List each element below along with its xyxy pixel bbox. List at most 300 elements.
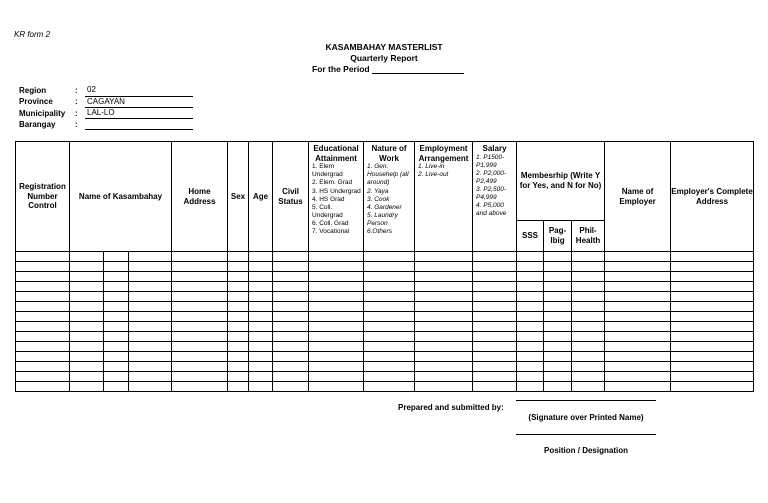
table-cell[interactable] [364,312,415,322]
table-cell[interactable] [16,262,70,272]
table-cell[interactable] [364,302,415,312]
signature-line[interactable] [516,400,656,401]
table-cell[interactable] [129,332,172,342]
table-cell[interactable] [273,372,309,382]
table-cell[interactable] [228,322,249,332]
col-employment-arrangement [415,142,473,252]
table-cell[interactable] [172,312,228,322]
table-cell[interactable] [228,312,249,322]
table-cell[interactable] [16,282,70,292]
table-cell[interactable] [249,372,273,382]
position-line[interactable] [516,434,656,435]
info-value[interactable] [85,119,193,130]
table-cell[interactable] [228,302,249,312]
table-cell[interactable] [70,252,104,262]
table-cell[interactable] [129,312,172,322]
table-cell[interactable] [517,322,544,332]
table-cell[interactable] [473,262,517,272]
table-cell[interactable] [16,342,70,352]
table-cell[interactable] [572,352,605,362]
table-cell[interactable] [517,342,544,352]
col-arrangement-heading: Employment Arrangement [418,144,469,163]
table-cell[interactable] [129,362,172,372]
table-cell[interactable] [249,382,273,392]
table-cell[interactable] [544,362,572,372]
info-value[interactable]: LAL-LO [85,108,193,119]
table-cell[interactable] [70,322,104,332]
table-row [16,252,754,262]
table-cell[interactable] [517,372,544,382]
table-cell[interactable] [517,272,544,282]
work-option: 5. Laundry Person [367,211,398,228]
table-cell[interactable] [172,332,228,342]
info-colon: : [75,109,78,118]
table-cell[interactable] [517,292,544,302]
prepared-by-label: Prepared and submitted by: [398,403,504,412]
table-cell[interactable] [364,252,415,262]
table-cell[interactable] [473,252,517,262]
table-cell[interactable] [415,362,473,372]
table-cell[interactable] [671,332,754,342]
table-cell[interactable] [104,342,129,352]
table-cell[interactable] [249,352,273,362]
table-cell[interactable] [671,362,754,372]
table-cell[interactable] [572,362,605,372]
table-cell[interactable] [364,272,415,282]
table-cell[interactable] [517,262,544,272]
table-cell[interactable] [544,352,572,362]
table-cell[interactable] [473,322,517,332]
table-cell[interactable] [415,322,473,332]
table-cell[interactable] [273,252,309,262]
table-cell[interactable] [473,382,517,392]
table-cell[interactable] [544,322,572,332]
table-cell[interactable] [517,252,544,262]
table-cell[interactable] [517,352,544,362]
col-nature-of-work [364,142,415,252]
table-row [16,312,754,322]
table-cell[interactable] [249,252,273,262]
table-cell[interactable] [273,352,309,362]
table-cell[interactable] [249,322,273,332]
table-cell[interactable] [473,302,517,312]
table-cell[interactable] [544,302,572,312]
table-cell[interactable] [228,382,249,392]
table-cell[interactable] [544,252,572,262]
table-cell[interactable] [104,322,129,332]
table-cell[interactable] [16,322,70,332]
table-cell[interactable] [473,282,517,292]
table-cell[interactable] [309,252,364,262]
table-cell[interactable] [249,332,273,342]
table-cell[interactable] [415,332,473,342]
table-cell[interactable] [415,272,473,282]
table-cell[interactable] [70,382,104,392]
document-title: KASAMBAHAY MASTERLIST [325,42,443,52]
table-row [16,372,754,382]
table-cell[interactable] [104,382,129,392]
info-label: Municipality [19,109,66,118]
table-cell[interactable] [364,282,415,292]
table-cell[interactable] [544,372,572,382]
table-cell[interactable] [70,312,104,322]
table-cell[interactable] [309,282,364,292]
table-cell[interactable] [517,282,544,292]
table-cell[interactable] [273,302,309,312]
col-employer-name: Name of Employer [605,142,671,252]
info-label: Region [19,86,47,95]
table-cell[interactable] [249,272,273,282]
table-cell[interactable] [572,342,605,352]
table-cell[interactable] [572,322,605,332]
table-cell[interactable] [572,282,605,292]
table-cell[interactable] [572,302,605,312]
table-cell[interactable] [605,322,671,332]
table-cell[interactable] [605,282,671,292]
table-cell[interactable] [473,272,517,282]
table-cell[interactable] [104,312,129,322]
table-cell[interactable] [605,382,671,392]
table-cell[interactable] [16,372,70,382]
table-cell[interactable] [172,272,228,282]
table-row [16,322,754,332]
table-cell[interactable] [273,342,309,352]
table-cell[interactable] [415,282,473,292]
table-cell[interactable] [605,352,671,362]
table-cell[interactable] [228,262,249,272]
table-cell[interactable] [671,382,754,392]
table-cell[interactable] [249,262,273,272]
table-cell[interactable] [605,312,671,322]
table-cell[interactable] [129,302,172,312]
table-cell[interactable] [364,352,415,362]
table-cell[interactable] [129,372,172,382]
table-row [16,332,754,342]
work-option: 4. Gardener [367,203,402,211]
table-cell[interactable] [228,332,249,342]
table-cell[interactable] [415,262,473,272]
table-cell[interactable] [70,372,104,382]
table-cell[interactable] [415,312,473,322]
col-philhealth: Phil-Health [572,221,605,252]
table-cell[interactable] [544,282,572,292]
table-cell[interactable] [104,262,129,272]
table-cell[interactable] [415,372,473,382]
table-cell[interactable] [104,352,129,362]
work-option: 3. Cook [367,195,390,203]
table-cell[interactable] [572,372,605,382]
table-row [16,302,754,312]
table-cell[interactable] [104,292,129,302]
table-cell[interactable] [517,302,544,312]
table-row [16,272,754,282]
col-reg-no: Registration Number Control [16,142,70,252]
col-work-heading: Nature of Work [371,144,407,163]
table-cell[interactable] [249,312,273,322]
table-cell[interactable] [70,352,104,362]
table-cell[interactable] [104,252,129,262]
table-cell[interactable] [605,362,671,372]
table-cell[interactable] [364,382,415,392]
table-cell[interactable] [70,282,104,292]
table-cell[interactable] [16,302,70,312]
table-cell[interactable] [309,262,364,272]
col-salary [473,142,517,252]
table-cell[interactable] [544,342,572,352]
table-cell[interactable] [544,382,572,392]
table-cell[interactable] [249,282,273,292]
table-cell[interactable] [605,302,671,312]
table-cell[interactable] [671,352,754,362]
table-cell[interactable] [473,352,517,362]
table-cell[interactable] [364,292,415,302]
table-cell[interactable] [129,262,172,272]
table-cell[interactable] [129,382,172,392]
table-cell[interactable] [16,352,70,362]
table-cell[interactable] [309,362,364,372]
table-cell[interactable] [273,272,309,282]
table-cell[interactable] [16,252,70,262]
education-option: 2. Elem. Grad [312,179,353,187]
table-cell[interactable] [273,332,309,342]
table-cell[interactable] [273,262,309,272]
table-cell[interactable] [544,312,572,322]
table-cell[interactable] [605,252,671,262]
table-cell[interactable] [70,362,104,372]
table-cell[interactable] [172,262,228,272]
table-cell[interactable] [572,262,605,272]
table-cell[interactable] [228,282,249,292]
table-cell[interactable] [172,352,228,362]
table-cell[interactable] [70,302,104,312]
table-cell[interactable] [172,292,228,302]
table-cell[interactable] [671,292,754,302]
position-label: Position / Designation [543,446,628,455]
table-cell[interactable] [249,302,273,312]
table-cell[interactable] [16,312,70,322]
table-cell[interactable] [364,372,415,382]
table-cell[interactable] [605,332,671,342]
period-label: For the Period [312,64,370,74]
table-cell[interactable] [473,312,517,322]
table-cell[interactable] [671,262,754,272]
col-education-heading: Educational Attainment [313,144,359,163]
col-sex: Sex [228,142,249,252]
table-cell[interactable] [605,372,671,382]
table-cell[interactable] [309,332,364,342]
table-cell[interactable] [249,362,273,372]
col-membership: Membesrhip (Write Y for Yes, and N for No) [517,142,605,221]
education-option: 3. HS Undergrad [312,187,361,195]
table-row [16,382,754,392]
table-cell[interactable] [309,312,364,322]
table-cell[interactable] [273,382,309,392]
info-value[interactable]: CAGAYAN [85,96,193,108]
table-cell[interactable] [249,342,273,352]
education-option: 4. HS Grad [312,195,345,203]
table-cell[interactable] [572,332,605,342]
table-cell[interactable] [605,262,671,272]
table-cell[interactable] [172,252,228,262]
table-cell[interactable] [273,322,309,332]
table-cell[interactable] [415,352,473,362]
table-cell[interactable] [605,272,671,282]
col-education [309,142,364,252]
table-cell[interactable] [517,332,544,342]
table-cell[interactable] [415,382,473,392]
table-cell[interactable] [273,362,309,372]
table-cell[interactable] [228,272,249,282]
table-cell[interactable] [172,372,228,382]
table-cell[interactable] [172,282,228,292]
table-cell[interactable] [572,382,605,392]
table-row [16,292,754,302]
table-cell[interactable] [129,252,172,262]
table-cell[interactable] [415,292,473,302]
col-name: Name of Kasambahay [70,142,172,252]
table-cell[interactable] [273,292,309,302]
table-cell[interactable] [228,292,249,302]
table-cell[interactable] [415,252,473,262]
table-cell[interactable] [572,252,605,262]
table-cell[interactable] [172,382,228,392]
table-cell[interactable] [671,322,754,332]
document-subtitle: Quarterly Report [350,53,418,63]
table-cell[interactable] [104,282,129,292]
work-option: 2. Yaya [367,187,389,195]
education-option: 6. Coll. Grad [312,220,349,228]
table-cell[interactable] [671,272,754,282]
table-cell[interactable] [16,272,70,282]
table-cell[interactable] [129,292,172,302]
table-cell[interactable] [104,372,129,382]
table-cell[interactable] [16,292,70,302]
table-cell[interactable] [671,252,754,262]
table-cell[interactable] [129,352,172,362]
table-cell[interactable] [671,342,754,352]
info-value[interactable]: 02 [87,85,96,94]
table-cell[interactable] [129,272,172,282]
table-cell[interactable] [544,262,572,272]
col-pagibig: Pag-Ibig [544,221,572,252]
table-cell[interactable] [309,382,364,392]
table-cell[interactable] [364,362,415,372]
table-cell[interactable] [172,322,228,332]
table-cell[interactable] [172,302,228,312]
table-cell[interactable] [671,312,754,322]
table-cell[interactable] [309,352,364,362]
table-cell[interactable] [228,352,249,362]
table-cell[interactable] [104,362,129,372]
table-cell[interactable] [104,302,129,312]
table-cell[interactable] [16,332,70,342]
table-cell[interactable] [544,292,572,302]
table-cell[interactable] [129,282,172,292]
table-cell[interactable] [572,312,605,322]
table-cell[interactable] [473,362,517,372]
table-cell[interactable] [605,292,671,302]
table-cell[interactable] [70,342,104,352]
table-cell[interactable] [273,312,309,322]
table-cell[interactable] [309,322,364,332]
table-cell[interactable] [671,302,754,312]
table-cell[interactable] [517,382,544,392]
table-cell[interactable] [228,372,249,382]
table-cell[interactable] [517,312,544,322]
table-cell[interactable] [16,362,70,372]
info-label: Province [19,97,53,106]
table-cell[interactable] [544,272,572,282]
masterlist-table [15,141,754,392]
table-cell[interactable] [309,292,364,302]
info-colon: : [75,120,78,129]
period-field [312,64,464,74]
table-cell[interactable] [172,362,228,372]
table-cell[interactable] [415,342,473,352]
table-cell[interactable] [671,282,754,292]
table-cell[interactable] [572,272,605,282]
table-cell[interactable] [104,272,129,282]
table-cell[interactable] [228,362,249,372]
col-civil-status: Civil Status [273,142,309,252]
salary-option: 2. P2,000-P2,499 [476,169,507,185]
table-cell[interactable] [70,262,104,272]
table-cell[interactable] [129,322,172,332]
table-cell[interactable] [544,332,572,342]
signature-label: (Signature over Printed Name) [528,413,644,422]
table-cell[interactable] [228,252,249,262]
table-cell[interactable] [228,342,249,352]
table-row [16,352,754,362]
table-cell[interactable] [473,292,517,302]
table-cell[interactable] [309,302,364,312]
col-address: Home Address [172,142,228,252]
work-option: 1. Gen. Househelp (all around) [367,163,409,187]
table-cell[interactable] [309,372,364,382]
table-cell[interactable] [129,342,172,352]
table-cell[interactable] [364,342,415,352]
education-option: 1. Elem Undergrad [312,163,343,179]
table-cell[interactable] [364,332,415,342]
table-cell[interactable] [473,372,517,382]
table-cell[interactable] [415,302,473,312]
table-cell[interactable] [70,292,104,302]
table-cell[interactable] [473,342,517,352]
table-cell[interactable] [517,362,544,372]
table-cell[interactable] [309,272,364,282]
salary-option: 1. P1500-P1,999 [476,153,505,169]
table-cell[interactable] [104,332,129,342]
table-cell[interactable] [309,342,364,352]
table-cell[interactable] [16,382,70,392]
info-colon: : [75,97,78,106]
info-colon: : [75,86,78,95]
table-cell[interactable] [473,332,517,342]
period-input-line[interactable] [372,65,464,74]
table-cell[interactable] [172,342,228,352]
table-cell[interactable] [273,282,309,292]
table-cell[interactable] [364,262,415,272]
salary-option: 3. P2,500-P4,999 [476,186,507,202]
table-cell[interactable] [671,372,754,382]
table-cell[interactable] [70,332,104,342]
table-cell[interactable] [364,322,415,332]
table-cell[interactable] [572,292,605,302]
table-cell[interactable] [70,272,104,282]
table-cell[interactable] [605,342,671,352]
table-cell[interactable] [249,292,273,302]
table-row [16,282,754,292]
